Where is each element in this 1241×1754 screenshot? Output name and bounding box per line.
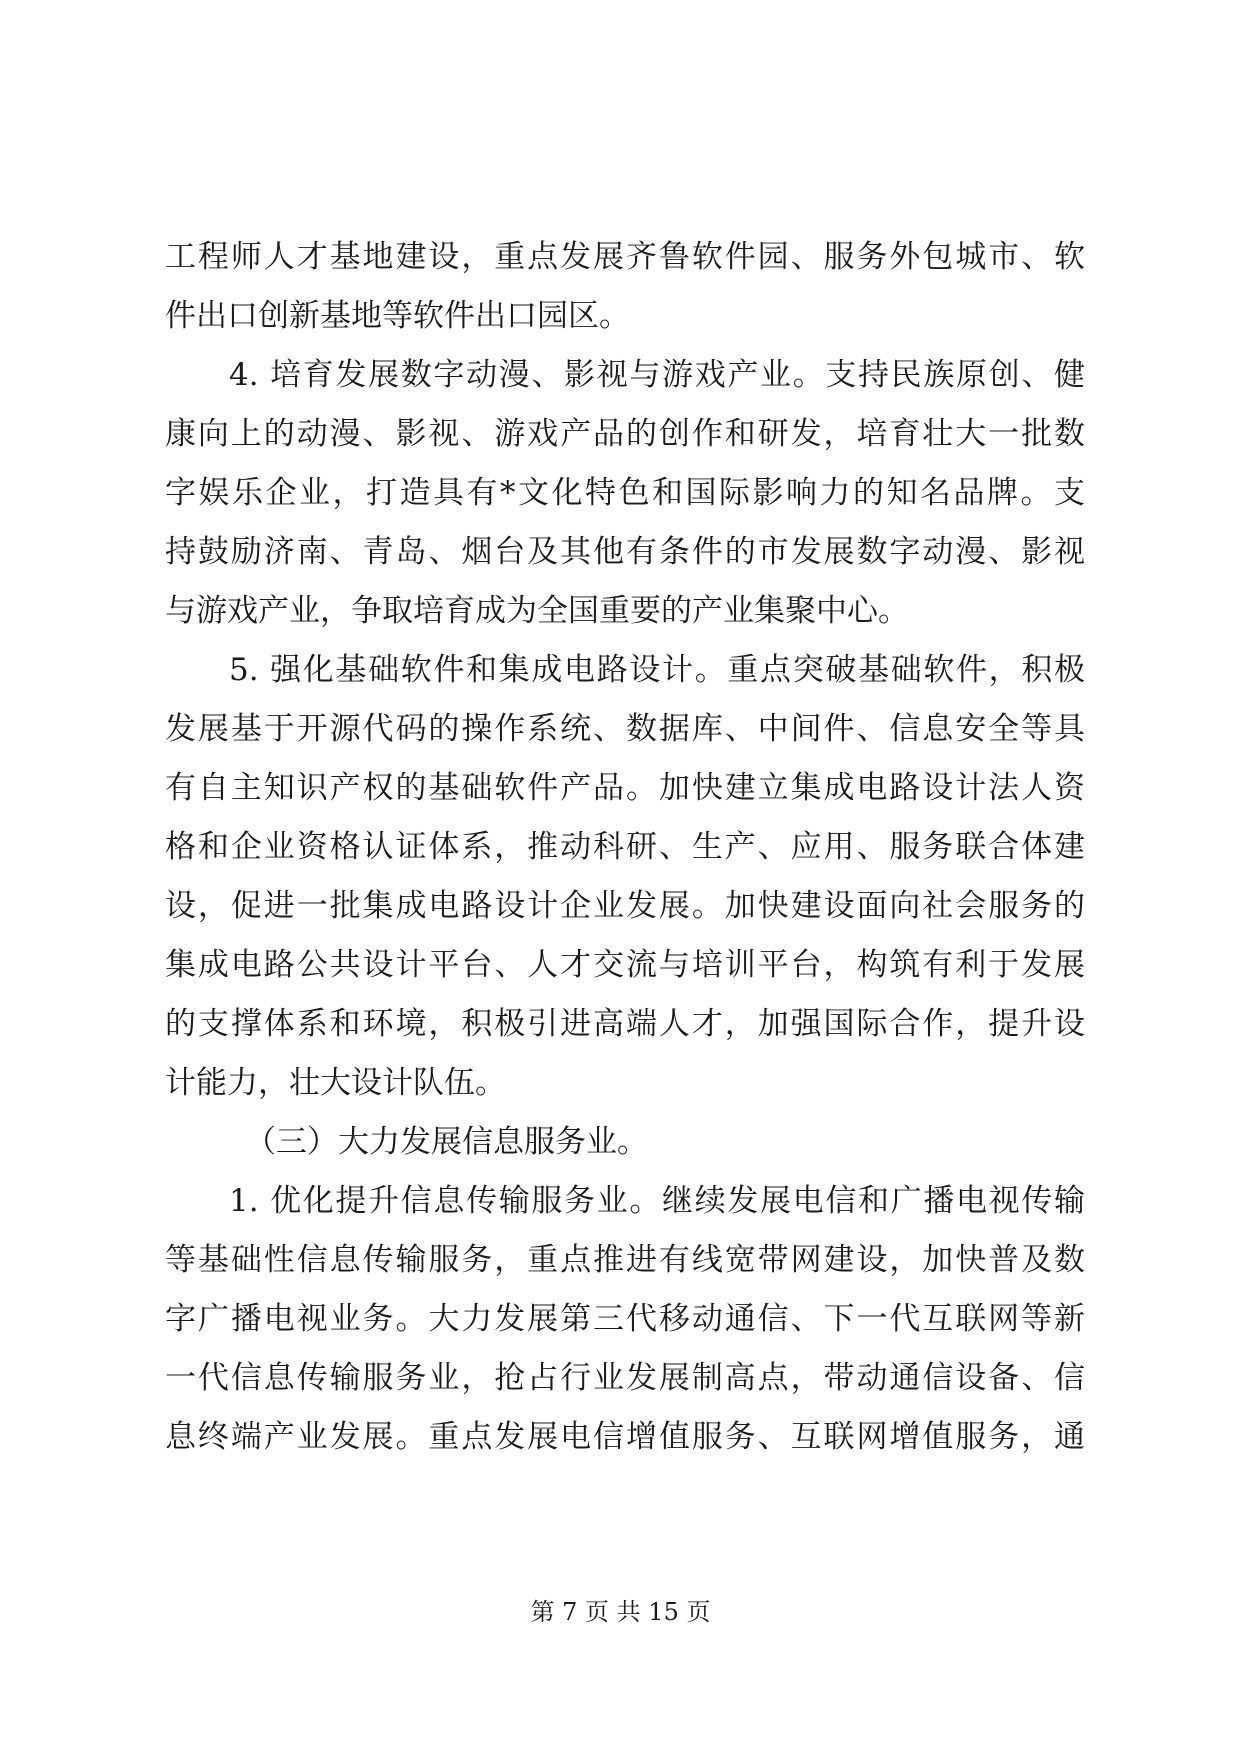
page-number-footer: 第 7 页 共 15 页: [530, 1598, 711, 1626]
paragraph-start-line: 5. 强化基础软件和集成电路设计。重点突破基础软件，积极: [229, 652, 1085, 688]
text-line: 设，促进一批集成电路设计企业发展。加快建设面向社会服务的: [165, 888, 1085, 924]
paragraph-start-line: 1. 优化提升信息传输服务业。继续发展电信和广播电视传输: [229, 1183, 1085, 1219]
text-line: 格和企业资格认证体系，推动科研、生产、应用、服务联合体建: [165, 829, 1085, 865]
text-line: 康向上的动漫、影视、游戏产品的创作和研发，培育壮大一批数: [165, 416, 1085, 452]
text-line: 的支撑体系和环境，积极引进高端人才，加强国际合作，提升设: [165, 1006, 1085, 1042]
text-line: 持鼓励济南、青岛、烟台及其他有条件的市发展数字动漫、影视: [165, 534, 1085, 570]
text-line: 集成电路公共设计平台、人才交流与培训平台，构筑有利于发展: [165, 947, 1085, 983]
document-body: [165, 228, 1085, 1467]
text-line: 发展基于开源代码的操作系统、数据库、中间件、信息安全等具: [165, 711, 1085, 747]
text-line: 件出口创新基地等软件出口园区。: [165, 298, 630, 334]
text-line: 息终端产业发展。重点发展电信增值服务、互联网增值服务，通: [165, 1419, 1085, 1455]
section-heading: （三）大力发展信息服务业。: [245, 1124, 648, 1160]
paragraph-start-line: 4. 培育发展数字动漫、影视与游戏产业。支持民族原创、健: [229, 357, 1085, 393]
text-line: 字娱乐企业，打造具有*文化特色和国际影响力的知名品牌。支: [165, 475, 1085, 511]
text-line: 计能力，壮大设计队伍。: [165, 1065, 506, 1101]
text-line: 等基础性信息传输服务，重点推进有线宽带网建设，加快普及数: [165, 1242, 1085, 1278]
text-line: 有自主知识产权的基础软件产品。加快建立集成电路设计法人资: [165, 770, 1085, 806]
text-line: 字广播电视业务。大力发展第三代移动通信、下一代互联网等新: [165, 1301, 1085, 1337]
text-line: 一代信息传输服务业，抢占行业发展制高点，带动通信设备、信: [165, 1360, 1085, 1396]
text-line: 与游戏产业，争取培育成为全国重要的产业集聚中心。: [165, 593, 909, 629]
text-line: 工程师人才基地建设，重点发展齐鲁软件园、服务外包城市、软: [165, 239, 1085, 275]
